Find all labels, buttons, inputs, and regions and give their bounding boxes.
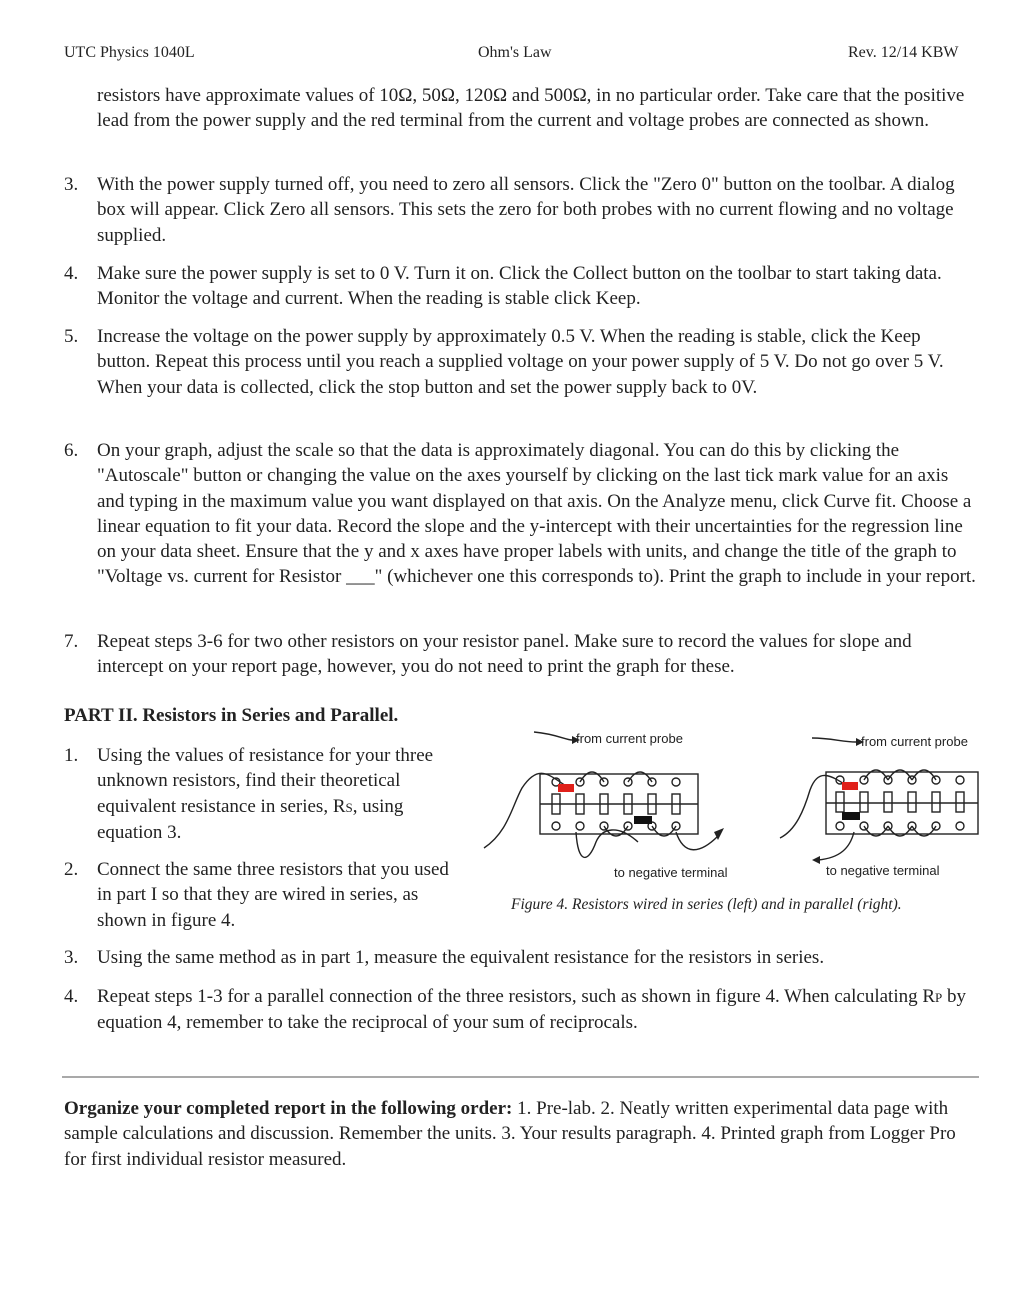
part2-step-1-text (97, 743, 457, 845)
part2-step-4-text-before: Repeat steps 1-3 for a parallel connection of the three resistors, such as shown in figure 4. When calculating R (97, 986, 936, 1007)
step-3-text: With the power supply turned off, you need to zero all sensors. Click the "Zero 0" button on the toolbar. A dialog box will appear. Click Zero all sensors. This sets the zero for both probes with no current flowing and no voltage supplied. (97, 174, 955, 246)
part2-step-1-text-before: Using the values of resistance for your three unknown resistors, find their theoretical equivalent resistance in series, R (97, 745, 434, 817)
rp-subscript: P (935, 990, 943, 1005)
report-order-lead: Organize your completed report in the following order: (64, 1098, 513, 1119)
step-4-number: 4. (64, 263, 79, 284)
series-black-clip (634, 816, 652, 824)
step-6-number: 6. (64, 440, 79, 461)
report-order-text: 1. Pre-lab. 2. Neatly written experimental data page with sample calculations and discussion. Remember the units. 3. Your results paragraph. 4. Printed graph from Logger Pro for first individual resistor measured. (64, 1098, 956, 1170)
section-divider (62, 1076, 979, 1078)
parallel-output-wire (818, 832, 854, 860)
rs-subscript: S (345, 799, 353, 815)
part2-step-4-text-after: by equation 4, remember to take the reciprocal of your sum of reciprocals. (97, 986, 967, 1034)
parallel-red-clip (842, 782, 858, 790)
step-7-number: 7. (64, 631, 79, 652)
series-top-label: from current probe (576, 731, 683, 746)
part2-heading: PART II. Resistors in Series and Parallel. (64, 705, 399, 726)
step-7-text: Repeat steps 3-6 for two other resistors on your resistor panel. Make sure to record the values for slope and intercept on your report page, however, you do not need to print the graph for these. (97, 631, 912, 678)
intro-paragraph: resistors have approximate values of 10Ω, 50Ω, 120Ω and 500Ω, in no particular order. Take care that the positive lead from the power supply and the red terminal from the current and voltage probes are connected as shown. (97, 85, 965, 132)
figure-4-caption: Figure 4. Resistors wired in series (left) and in parallel (right). (511, 896, 902, 913)
step-3-number: 3. (64, 174, 79, 195)
part2-step-4-number: 4. (64, 986, 79, 1007)
series-red-clip (558, 784, 574, 792)
header-course: UTC Physics 1040L (64, 44, 195, 61)
step-5-number: 5. (64, 326, 79, 347)
parallel-bottom-label: to negative terminal (826, 863, 940, 878)
parallel-black-clip (842, 812, 860, 820)
header-title: Ohm's Law (478, 44, 552, 61)
report-order-paragraph (64, 1096, 979, 1172)
part2-step-3-number: 3. (64, 947, 79, 968)
header-revision: Rev. 12/14 KBW (848, 44, 959, 61)
part2-step-3-text: Using the same method as in part 1, measure the equivalent resistance for the resistors in series. (97, 947, 825, 968)
part2-step-4-text (97, 984, 977, 1036)
part2-step-2-number: 2. (64, 859, 79, 880)
series-bottom-label: to negative terminal (614, 865, 728, 880)
step-4-text: Make sure the power supply is set to 0 V. Turn it on. Click the Collect button on the toolbar to start taking data. Monitor the voltage and current. When the reading is stable click Keep. (97, 263, 942, 310)
figure-4-diagram (478, 724, 998, 889)
parallel-output-arrow-icon (812, 856, 820, 864)
part2-step-1-text-after: , using equation 3. (97, 795, 404, 843)
step-5-text: Increase the voltage on the power supply by approximately 0.5 V. When the reading is stable, click the Keep button. Repeat this process until you reach a supplied voltage on your power supply of 5 V. Do not go over 5 V. When your data is collected, click the stop button and set the power supply back to 0V. (97, 326, 944, 398)
parallel-top-label: from current probe (861, 734, 968, 749)
part2-step-1-number: 1. (64, 745, 79, 766)
step-6-text: On your graph, adjust the scale so that the data is approximately diagonal. You can do this by clicking the "Autoscale" button or changing the value on the axes yourself by clicking on the last tick mark value for an axis and typing in the maximum value you want displayed on that axis. On the Analyze menu, click Curve fit. Choose a linear equation to fit your data. Record the slope and the y-intercept with their uncertainties for the regression line on your data sheet. Ensure that the y and x axes have proper labels with units, and change the title of the graph to "Voltage vs. current for Resistor ___" (whichever one this corresponds to). Print the graph to include in your report. (97, 440, 976, 588)
part2-step-2-text: Connect the same three resistors that you used in part I so that they are wired in series, as shown in figure 4. (97, 859, 449, 931)
